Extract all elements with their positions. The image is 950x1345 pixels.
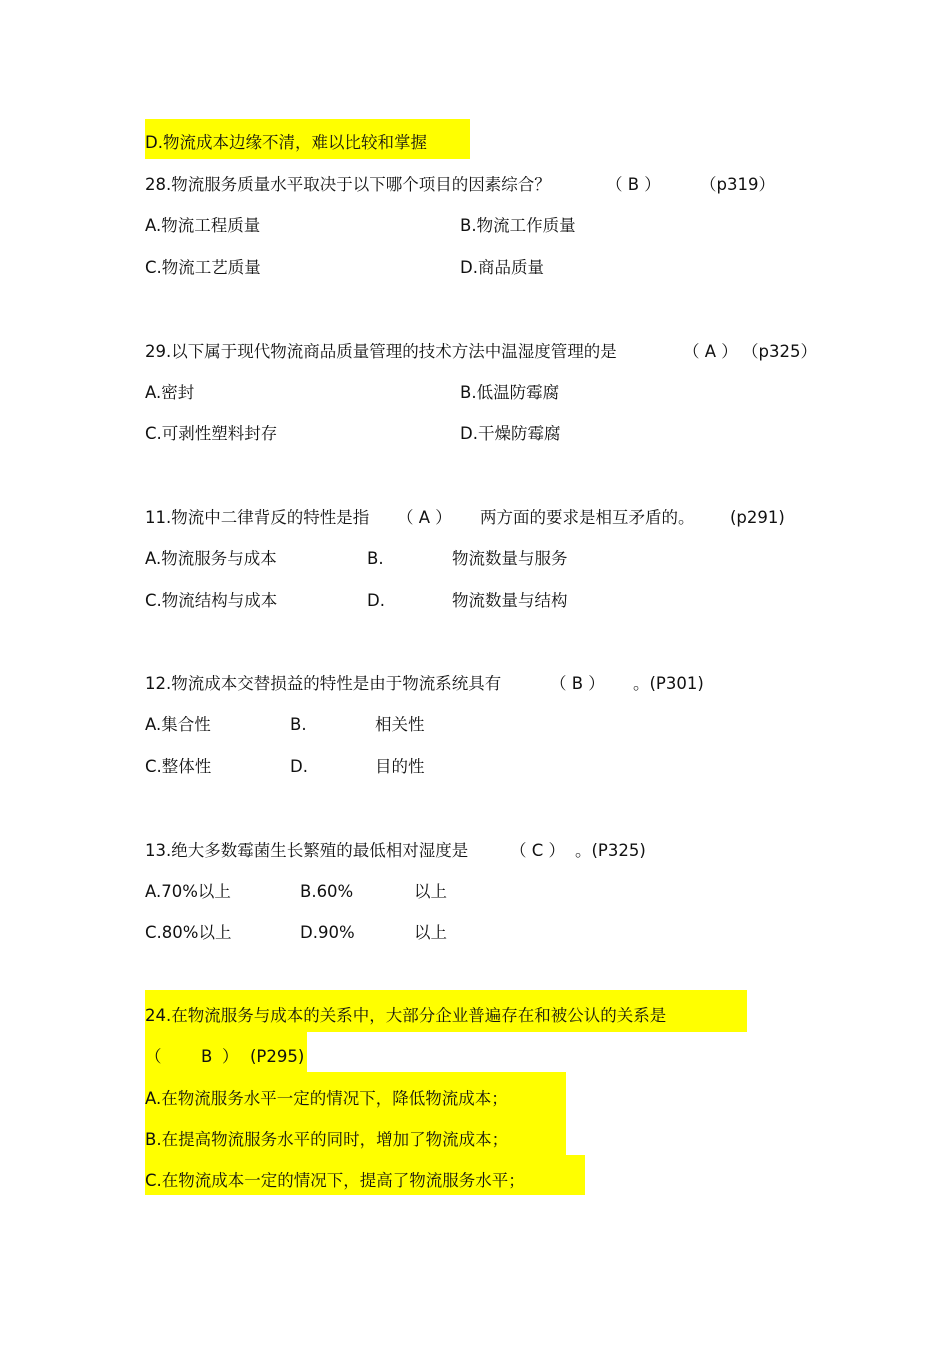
- option-d-text: 以上: [414, 923, 447, 942]
- option-c: C.整体性: [145, 757, 212, 776]
- page-ref: (p291): [730, 508, 785, 527]
- option-b-text: 相关性: [375, 715, 425, 734]
- option-a: A.集合性: [145, 715, 211, 734]
- page-ref: （p319）: [700, 175, 775, 194]
- question-tail: 两方面的要求是相互矛盾的。: [480, 508, 695, 527]
- answer: （ B ）: [606, 175, 661, 194]
- q27-option-d: D.物流成本边缘不清，难以比较和掌握: [145, 133, 427, 152]
- option-d-text: 目的性: [375, 757, 425, 776]
- option-c: C.物流结构与成本: [145, 591, 278, 610]
- option-b-text: 物流数量与服务: [452, 549, 568, 568]
- option-d-letter: D.: [367, 591, 385, 610]
- answer: （ A ）: [683, 342, 738, 361]
- option-b-letter: B.: [367, 549, 384, 568]
- option-a: A.物流服务与成本: [145, 549, 277, 568]
- option-c: C.物流工艺质量: [145, 258, 261, 277]
- question-text: 29.以下属于现代物流商品质量管理的技术方法中温湿度管理的是: [145, 342, 617, 361]
- option-a: A.物流工程质量: [145, 216, 261, 235]
- answer: （ B ）: [550, 674, 605, 693]
- answer: （ C ）: [510, 841, 566, 860]
- answer-open: （: [145, 1047, 162, 1066]
- option-a: A.70%以上: [145, 882, 231, 901]
- page-ref: （p325）: [742, 342, 817, 361]
- question-text: 12.物流成本交替损益的特性是由于物流系统具有: [145, 674, 502, 693]
- option-b-letter: B.60%: [300, 882, 354, 901]
- page-ref: 。(P325): [575, 841, 646, 860]
- page-ref: 。(P301): [633, 674, 704, 693]
- answer-letter: B: [201, 1047, 213, 1066]
- answer: （ A ）: [397, 508, 452, 527]
- option-a: A.密封: [145, 383, 195, 402]
- option-a: A.在物流服务水平一定的情况下，降低物流成本；: [145, 1089, 508, 1108]
- option-c: C.可剥性塑料封存: [145, 424, 278, 443]
- option-b: B.低温防霉腐: [460, 383, 560, 402]
- answer-close: ）: [222, 1047, 239, 1066]
- question-text: 11.物流中二律背反的特性是指: [145, 508, 370, 527]
- option-c: C.80%以上: [145, 923, 232, 942]
- option-d-text: 物流数量与结构: [452, 591, 568, 610]
- option-b: B.在提高物流服务水平的同时，增加了物流成本；: [145, 1130, 509, 1149]
- option-b-letter: B.: [290, 715, 307, 734]
- page-ref: (P295): [250, 1047, 305, 1066]
- option-b: B.物流工作质量: [460, 216, 576, 235]
- option-b-text: 以上: [414, 882, 447, 901]
- option-d: D.商品质量: [460, 258, 544, 277]
- question-text: 28.物流服务质量水平取决于以下哪个项目的因素综合？: [145, 175, 551, 194]
- option-d-letter: D.90%: [300, 923, 355, 942]
- option-d: D.干燥防霉腐: [460, 424, 561, 443]
- option-d-letter: D.: [290, 757, 308, 776]
- question-text: 24.在物流服务与成本的关系中，大部分企业普遍存在和被公认的关系是: [145, 1006, 667, 1025]
- option-c: C.在物流成本一定的情况下，提高了物流服务水平；: [145, 1171, 525, 1190]
- question-text: 13.绝大多数霉菌生长繁殖的最低相对湿度是: [145, 841, 469, 860]
